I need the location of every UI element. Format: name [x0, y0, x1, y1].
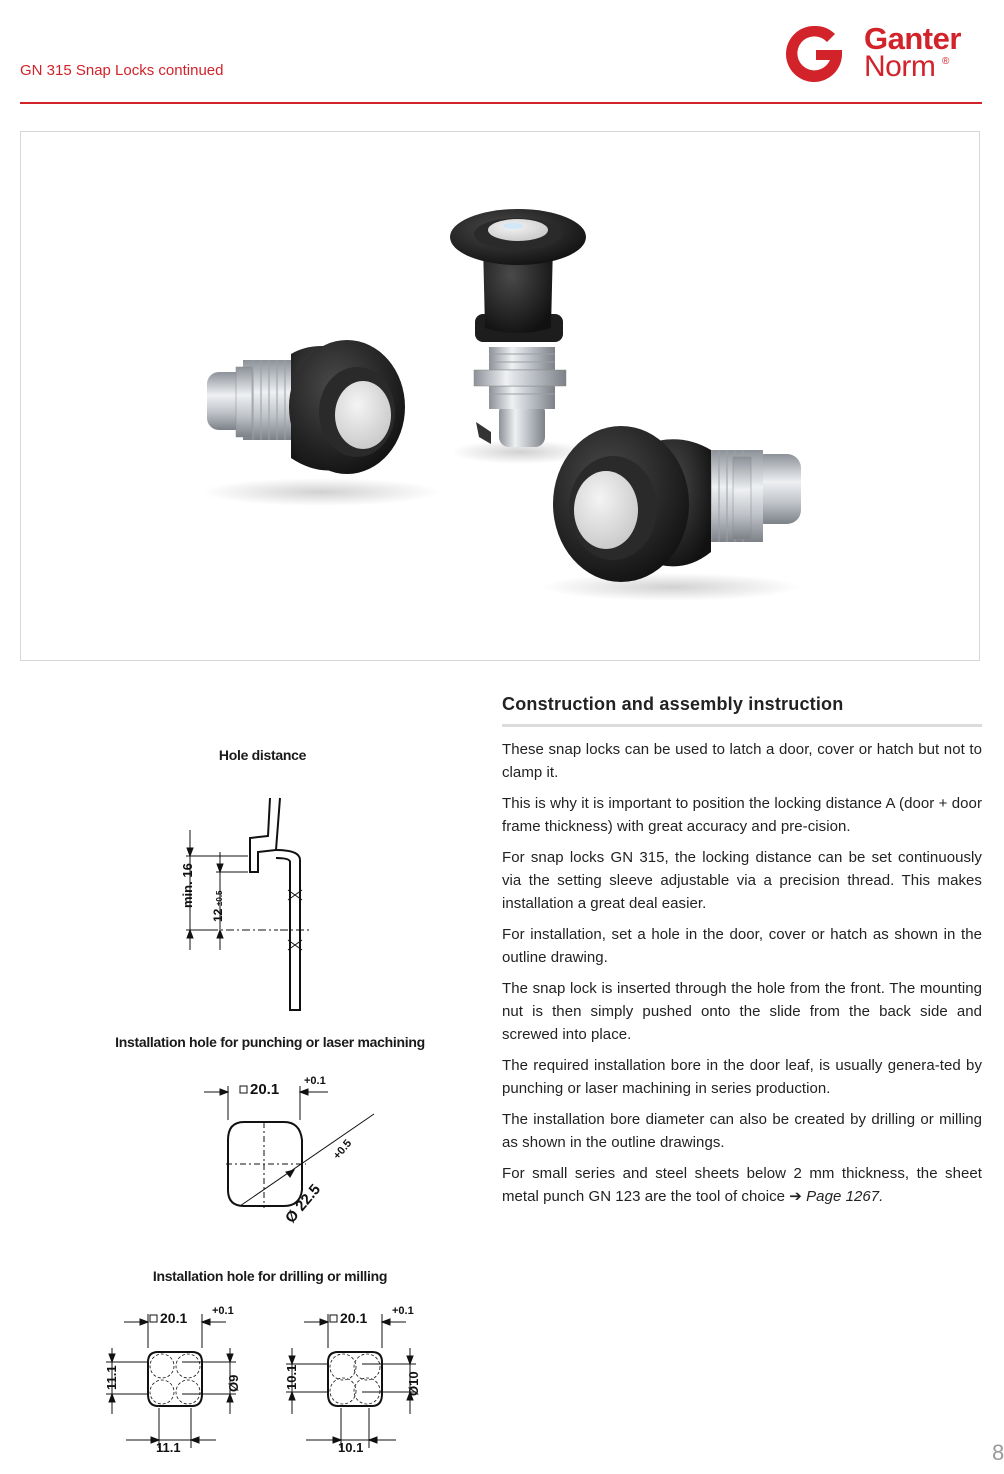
- drilling-hole-drawing-left: [96, 1298, 256, 1458]
- dim-min16: min. 16: [180, 863, 195, 908]
- dim-bore-diameter: Ø10: [406, 1371, 421, 1396]
- hole-distance-label: Hole distance: [218, 747, 307, 763]
- dim-pitch-vertical: 10.1: [284, 1364, 299, 1390]
- punching-hole-drawing: [180, 1060, 380, 1250]
- instruction-paragraph: For installation, set a hole in the door, cover or hatch as shown in the outline drawing.: [502, 926, 982, 966]
- dim-square-tolerance: +0.1: [212, 1305, 234, 1317]
- dim-pitch-horizontal: 10.1: [338, 1440, 364, 1455]
- header-divider: [20, 102, 982, 104]
- dim-square-tolerance: +0.1: [304, 1075, 326, 1087]
- instruction-text: [502, 738, 982, 1216]
- logo-brand-line2: Norm: [864, 50, 936, 83]
- section-title: Construction and assembly instruction: [502, 694, 844, 714]
- drilling-hole-drawing-right: [276, 1298, 436, 1458]
- dim-bore-diameter: Ø9: [226, 1374, 241, 1392]
- instruction-paragraph: For snap locks GN 315, the locking distance can be set continuously via the setting sleeve adjustable via a precision thread. This makes installation a great deal easier.: [502, 849, 982, 912]
- punching-hole-label: Installation hole for punching or laser machining: [115, 1034, 425, 1050]
- dim-square-20-1: 20.1: [160, 1310, 188, 1326]
- instruction-paragraph: The installation bore diameter can also be created by drilling or milling as shown in the outline drawings.: [502, 1111, 982, 1151]
- dim-12-tolerance: ±0.5: [215, 890, 224, 906]
- instruction-paragraph: The required installation bore in the door leaf, is usually genera-ted by punching or laser machining in series production.: [502, 1057, 982, 1097]
- page-header-title: GN 315 Snap Locks continued: [20, 62, 224, 79]
- page-reference-link[interactable]: Page 1267.: [806, 1188, 884, 1205]
- arrow-right-icon: ➔: [789, 1188, 802, 1205]
- instruction-paragraph: These snap locks can be used to latch a door, cover or hatch but not to clamp it.: [502, 741, 982, 781]
- dim-12: 12: [211, 908, 225, 922]
- dim-square-tolerance: +0.1: [392, 1305, 414, 1317]
- square-symbol-icon: [240, 1086, 247, 1093]
- snap-lock-left: [201, 340, 441, 506]
- ganter-norm-logo: [782, 22, 982, 86]
- logo-brand-line1: Ganter: [864, 21, 961, 56]
- dim-diameter-tolerance: +0.5: [331, 1137, 355, 1162]
- dim-square-20-1: 20.1: [250, 1081, 280, 1098]
- dim-pitch-horizontal: 11.1: [156, 1440, 181, 1455]
- ganter-g-logo-icon: [782, 22, 846, 86]
- instruction-paragraph-last: [502, 1162, 982, 1208]
- hole-distance-drawing: [150, 790, 380, 1020]
- snap-lock-upright: [450, 209, 591, 464]
- square-symbol-icon: [150, 1315, 157, 1322]
- product-photo: [20, 131, 980, 661]
- dim-square-20-1: 20.1: [340, 1310, 368, 1326]
- snap-locks-illustration: [21, 132, 979, 660]
- instruction-paragraph: This is why it is important to position the locking distance A (door + door frame thickness) with great accuracy and pre-cision.: [502, 795, 982, 835]
- paragraph-text: For small series and steel sheets below 2 mm thickness, the sheet metal punch GN 123 are the tool of choice: [502, 1165, 982, 1205]
- snap-lock-right: [541, 426, 801, 601]
- instruction-paragraph: The snap lock is inserted through the hole from the front. The mounting nut is then simply pushed onto the slide from the back side and screwed into place.: [502, 980, 982, 1043]
- logo-registered-mark: ®: [942, 56, 950, 67]
- dim-diameter-22-5: Ø 22.5: [282, 1181, 325, 1227]
- drilling-hole-label: Installation hole for drilling or milling: [152, 1268, 388, 1284]
- square-symbol-icon: [330, 1315, 337, 1322]
- dim-pitch-vertical: 11.1: [104, 1365, 119, 1390]
- section-divider: [502, 724, 982, 727]
- page-number: 8: [992, 1440, 1004, 1465]
